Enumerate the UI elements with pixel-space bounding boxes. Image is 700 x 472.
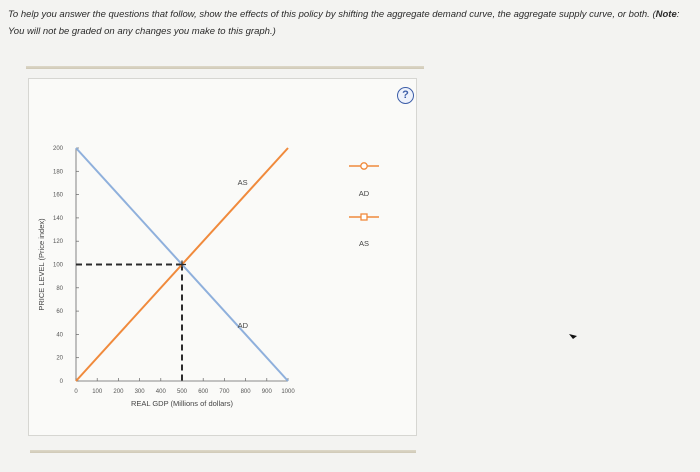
x-tick-label: 900 xyxy=(261,389,272,395)
x-tick-label: 1000 xyxy=(281,389,295,395)
y-tick-label: 100 xyxy=(52,262,63,269)
x-tick-label: 700 xyxy=(219,389,230,395)
y-tick-label: 160 xyxy=(52,192,63,199)
chart-axes xyxy=(37,146,295,408)
x-tick-label: 500 xyxy=(176,389,188,395)
ad-tool-label: AD xyxy=(358,189,370,198)
y-tick-label: 60 xyxy=(56,309,63,316)
x-tick-label: 300 xyxy=(134,389,145,395)
chart-legend xyxy=(349,163,379,248)
x-tick-label: 600 xyxy=(198,389,209,395)
instructions: To help you answer the questions that follow, show the effects of this policy by shifting the aggregate demand curve, the aggregate supply curve, or both. (Note: You will not be graded on any changes you make to this graph.) xyxy=(8,9,680,37)
x-tick-label: 400 xyxy=(155,389,166,395)
x-tick-label: 800 xyxy=(240,389,251,395)
y-tick-label: 80 xyxy=(56,285,63,292)
y-tick-label: 180 xyxy=(52,169,63,176)
y-tick-label: 120 xyxy=(52,239,63,246)
note-text: : You will not be graded on any changes you make to this graph.) xyxy=(8,9,680,37)
instructions-text: To help you answer the questions that follow, show the effects of this policy by shifting the aggregate demand curve, the aggregate supply curve, or both. xyxy=(8,9,650,20)
curve-label-ad: AD xyxy=(237,321,249,331)
x-axis-title: REAL GDP (Millions of dollars) xyxy=(130,399,234,408)
x-tick-label: 100 xyxy=(92,389,103,395)
y-tick-label: 20 xyxy=(56,355,63,362)
as-tool-handle[interactable] xyxy=(361,214,367,220)
y-tick-label: 200 xyxy=(52,146,63,152)
curve-label-as: AS xyxy=(237,177,248,187)
y-axis-title: PRICE LEVEL (Price index) xyxy=(37,218,46,311)
x-tick-label: 0 xyxy=(74,389,78,395)
y-tick-label: 140 xyxy=(52,215,63,222)
help-icon: ? xyxy=(402,89,409,101)
x-tick-label: 200 xyxy=(113,389,124,395)
y-tick-label: 40 xyxy=(56,332,63,339)
note-label: Note xyxy=(655,9,677,20)
ad-tool-handle[interactable] xyxy=(361,163,367,169)
y-tick-label: 0 xyxy=(59,379,63,385)
chart-marks xyxy=(76,148,288,381)
as-tool-label: AS xyxy=(358,239,370,248)
